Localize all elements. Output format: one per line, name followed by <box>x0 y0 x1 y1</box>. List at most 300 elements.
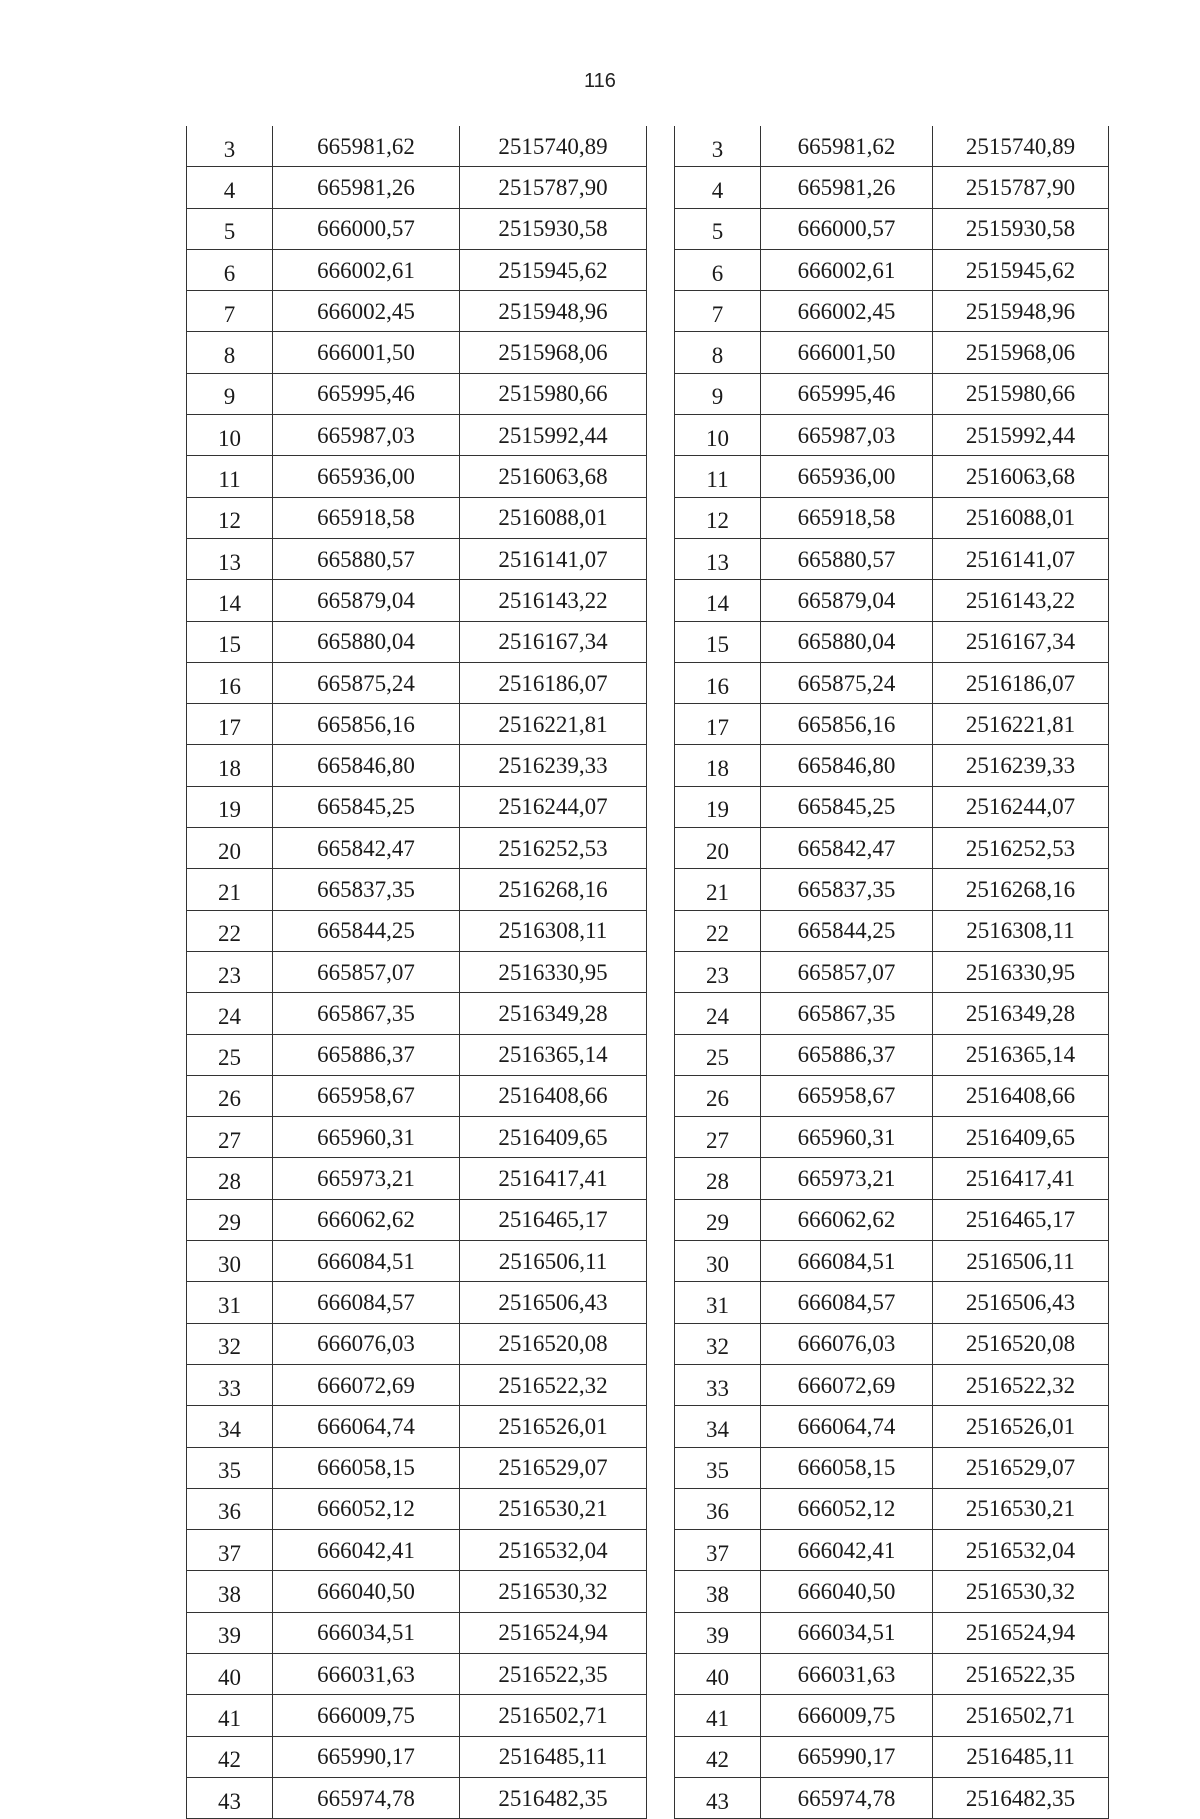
page-number: 116 <box>584 70 616 92</box>
x-coordinate-cell: 665918,58 <box>273 497 460 538</box>
point-number-cell: 9 <box>187 373 273 414</box>
x-coordinate-cell: 666034,51 <box>761 1612 933 1653</box>
point-number-cell: 20 <box>187 828 273 869</box>
table-row <box>675 1571 1109 1612</box>
table-row <box>675 1488 1109 1529</box>
x-coordinate-cell: 665842,47 <box>273 828 460 869</box>
x-coordinate-cell: 665844,25 <box>761 910 933 951</box>
x-coordinate-cell: 666001,50 <box>761 332 933 373</box>
x-coordinate-cell: 666009,75 <box>273 1695 460 1736</box>
x-coordinate-cell: 665857,07 <box>761 951 933 992</box>
table-row <box>187 126 647 167</box>
y-coordinate-cell: 2516529,07 <box>460 1447 647 1488</box>
x-coordinate-cell: 665880,57 <box>273 538 460 579</box>
table-row <box>187 1571 647 1612</box>
point-number-cell: 35 <box>187 1447 273 1488</box>
table-row <box>675 1406 1109 1447</box>
point-number-cell: 13 <box>187 538 273 579</box>
x-coordinate-cell: 666058,15 <box>273 1447 460 1488</box>
table-row <box>675 249 1109 290</box>
y-coordinate-cell: 2515740,89 <box>460 126 647 167</box>
table-row <box>187 1777 647 1818</box>
point-number-cell: 3 <box>675 126 761 167</box>
point-number-cell: 32 <box>675 1323 761 1364</box>
table-row <box>187 1364 647 1405</box>
x-coordinate-cell: 665987,03 <box>761 415 933 456</box>
y-coordinate-cell: 2516186,07 <box>933 662 1109 703</box>
y-coordinate-cell: 2516465,17 <box>933 1199 1109 1240</box>
point-number-cell: 41 <box>675 1695 761 1736</box>
point-number-cell: 18 <box>675 745 761 786</box>
y-coordinate-cell: 2516088,01 <box>933 497 1109 538</box>
table-row <box>675 993 1109 1034</box>
x-coordinate-cell: 665987,03 <box>273 415 460 456</box>
x-coordinate-cell: 666064,74 <box>273 1406 460 1447</box>
table-row <box>675 1158 1109 1199</box>
point-number-cell: 31 <box>187 1282 273 1323</box>
y-coordinate-cell: 2516502,71 <box>460 1695 647 1736</box>
y-coordinate-cell: 2515930,58 <box>460 208 647 249</box>
y-coordinate-cell: 2515980,66 <box>933 373 1109 414</box>
table-row <box>187 538 647 579</box>
x-coordinate-cell: 666001,50 <box>273 332 460 373</box>
point-number-cell: 24 <box>675 993 761 1034</box>
x-coordinate-cell: 665837,35 <box>273 869 460 910</box>
y-coordinate-cell: 2516308,11 <box>460 910 647 951</box>
y-coordinate-cell: 2516526,01 <box>460 1406 647 1447</box>
x-coordinate-cell: 665845,25 <box>273 786 460 827</box>
point-number-cell: 31 <box>675 1282 761 1323</box>
table-row <box>675 497 1109 538</box>
table-row <box>187 1034 647 1075</box>
table-row <box>187 910 647 951</box>
point-number-cell: 11 <box>187 456 273 497</box>
x-coordinate-cell: 666031,63 <box>273 1653 460 1694</box>
y-coordinate-cell: 2515980,66 <box>460 373 647 414</box>
y-coordinate-cell: 2516502,71 <box>933 1695 1109 1736</box>
y-coordinate-cell: 2516408,66 <box>933 1075 1109 1116</box>
x-coordinate-cell: 666084,57 <box>273 1282 460 1323</box>
table-row <box>187 332 647 373</box>
point-number-cell: 43 <box>675 1777 761 1818</box>
table-row <box>187 1199 647 1240</box>
point-number-cell: 38 <box>187 1571 273 1612</box>
table-row <box>675 580 1109 621</box>
point-number-cell: 19 <box>675 786 761 827</box>
table-row <box>675 704 1109 745</box>
y-coordinate-cell: 2516063,68 <box>460 456 647 497</box>
point-number-cell: 36 <box>675 1488 761 1529</box>
table-row <box>675 1530 1109 1571</box>
x-coordinate-cell: 665981,26 <box>761 167 933 208</box>
table-row <box>675 662 1109 703</box>
x-coordinate-cell: 665958,67 <box>761 1075 933 1116</box>
table-row <box>675 126 1109 167</box>
point-number-cell: 25 <box>187 1034 273 1075</box>
point-number-cell: 42 <box>675 1736 761 1777</box>
point-number-cell: 33 <box>187 1364 273 1405</box>
y-coordinate-cell: 2516244,07 <box>933 786 1109 827</box>
point-number-cell: 10 <box>675 415 761 456</box>
table-row <box>675 1323 1109 1364</box>
table-row <box>675 1736 1109 1777</box>
table-row <box>187 291 647 332</box>
point-number-cell: 15 <box>187 621 273 662</box>
table-row <box>675 1695 1109 1736</box>
table-row <box>187 1530 647 1571</box>
x-coordinate-cell: 665918,58 <box>761 497 933 538</box>
table-row <box>675 1241 1109 1282</box>
table-row <box>675 1653 1109 1694</box>
table-row <box>675 1282 1109 1323</box>
x-coordinate-cell: 665880,57 <box>761 538 933 579</box>
point-number-cell: 18 <box>187 745 273 786</box>
x-coordinate-cell: 666058,15 <box>761 1447 933 1488</box>
point-number-cell: 8 <box>675 332 761 373</box>
x-coordinate-cell: 666062,62 <box>273 1199 460 1240</box>
y-coordinate-cell: 2516063,68 <box>933 456 1109 497</box>
point-number-cell: 5 <box>675 208 761 249</box>
x-coordinate-cell: 666084,51 <box>761 1241 933 1282</box>
x-coordinate-cell: 665886,37 <box>273 1034 460 1075</box>
y-coordinate-cell: 2516349,28 <box>933 993 1109 1034</box>
y-coordinate-cell: 2516365,14 <box>933 1034 1109 1075</box>
table-row <box>675 1117 1109 1158</box>
x-coordinate-cell: 665936,00 <box>273 456 460 497</box>
table-row <box>675 456 1109 497</box>
table-row <box>187 1612 647 1653</box>
table-row <box>675 828 1109 869</box>
y-coordinate-cell: 2516506,11 <box>933 1241 1109 1282</box>
point-number-cell: 28 <box>187 1158 273 1199</box>
x-coordinate-cell: 665857,07 <box>273 951 460 992</box>
y-coordinate-cell: 2516465,17 <box>460 1199 647 1240</box>
y-coordinate-cell: 2516365,14 <box>460 1034 647 1075</box>
y-coordinate-cell: 2516141,07 <box>460 538 647 579</box>
y-coordinate-cell: 2516522,32 <box>933 1364 1109 1405</box>
table-row <box>187 662 647 703</box>
table-row <box>187 1075 647 1116</box>
table-row <box>187 1653 647 1694</box>
point-number-cell: 39 <box>187 1612 273 1653</box>
table-row <box>675 745 1109 786</box>
coordinates-table-right <box>674 126 1109 1819</box>
table-row <box>187 415 647 456</box>
x-coordinate-cell: 666064,74 <box>761 1406 933 1447</box>
y-coordinate-cell: 2516167,34 <box>933 621 1109 662</box>
point-number-cell: 15 <box>675 621 761 662</box>
x-coordinate-cell: 665846,80 <box>761 745 933 786</box>
y-coordinate-cell: 2516506,43 <box>933 1282 1109 1323</box>
point-number-cell: 27 <box>187 1117 273 1158</box>
y-coordinate-cell: 2516221,81 <box>933 704 1109 745</box>
point-number-cell: 17 <box>675 704 761 745</box>
x-coordinate-cell: 666000,57 <box>761 208 933 249</box>
x-coordinate-cell: 666072,69 <box>761 1364 933 1405</box>
y-coordinate-cell: 2516239,33 <box>933 745 1109 786</box>
y-coordinate-cell: 2515787,90 <box>460 167 647 208</box>
y-coordinate-cell: 2516268,16 <box>460 869 647 910</box>
point-number-cell: 35 <box>675 1447 761 1488</box>
table-row <box>675 538 1109 579</box>
y-coordinate-cell: 2516532,04 <box>460 1530 647 1571</box>
y-coordinate-cell: 2516526,01 <box>933 1406 1109 1447</box>
y-coordinate-cell: 2516485,11 <box>460 1736 647 1777</box>
y-coordinate-cell: 2516482,35 <box>933 1777 1109 1818</box>
x-coordinate-cell: 666042,41 <box>761 1530 933 1571</box>
table-row <box>187 621 647 662</box>
y-coordinate-cell: 2515992,44 <box>460 415 647 456</box>
y-coordinate-cell: 2516143,22 <box>933 580 1109 621</box>
point-number-cell: 8 <box>187 332 273 373</box>
y-coordinate-cell: 2516088,01 <box>460 497 647 538</box>
y-coordinate-cell: 2516522,35 <box>933 1653 1109 1694</box>
point-number-cell: 43 <box>187 1777 273 1818</box>
table-row <box>675 291 1109 332</box>
x-coordinate-cell: 665880,04 <box>273 621 460 662</box>
y-coordinate-cell: 2516409,65 <box>933 1117 1109 1158</box>
table-row <box>187 580 647 621</box>
x-coordinate-cell: 665875,24 <box>273 662 460 703</box>
table-row <box>675 1199 1109 1240</box>
y-coordinate-cell: 2516221,81 <box>460 704 647 745</box>
x-coordinate-cell: 666052,12 <box>273 1488 460 1529</box>
x-coordinate-cell: 665973,21 <box>273 1158 460 1199</box>
coordinates-table-left <box>186 126 647 1819</box>
point-number-cell: 42 <box>187 1736 273 1777</box>
point-number-cell: 12 <box>675 497 761 538</box>
x-coordinate-cell: 666002,61 <box>761 249 933 290</box>
x-coordinate-cell: 665856,16 <box>761 704 933 745</box>
x-coordinate-cell: 666034,51 <box>273 1612 460 1653</box>
x-coordinate-cell: 666002,45 <box>273 291 460 332</box>
table-row <box>187 167 647 208</box>
x-coordinate-cell: 665960,31 <box>273 1117 460 1158</box>
point-number-cell: 24 <box>187 993 273 1034</box>
point-number-cell: 3 <box>187 126 273 167</box>
x-coordinate-cell: 666084,51 <box>273 1241 460 1282</box>
x-coordinate-cell: 665837,35 <box>761 869 933 910</box>
y-coordinate-cell: 2516506,11 <box>460 1241 647 1282</box>
x-coordinate-cell: 666052,12 <box>761 1488 933 1529</box>
point-number-cell: 38 <box>675 1571 761 1612</box>
table-row <box>187 373 647 414</box>
point-number-cell: 4 <box>187 167 273 208</box>
table-row <box>675 910 1109 951</box>
y-coordinate-cell: 2515992,44 <box>933 415 1109 456</box>
point-number-cell: 19 <box>187 786 273 827</box>
table-row <box>675 415 1109 456</box>
point-number-cell: 29 <box>675 1199 761 1240</box>
point-number-cell: 34 <box>187 1406 273 1447</box>
y-coordinate-cell: 2516485,11 <box>933 1736 1109 1777</box>
x-coordinate-cell: 666040,50 <box>273 1571 460 1612</box>
point-number-cell: 27 <box>675 1117 761 1158</box>
table-row <box>675 786 1109 827</box>
x-coordinate-cell: 665958,67 <box>273 1075 460 1116</box>
point-number-cell: 9 <box>675 373 761 414</box>
y-coordinate-cell: 2516349,28 <box>460 993 647 1034</box>
x-coordinate-cell: 665936,00 <box>761 456 933 497</box>
x-coordinate-cell: 665879,04 <box>273 580 460 621</box>
x-coordinate-cell: 666002,61 <box>273 249 460 290</box>
point-number-cell: 23 <box>675 951 761 992</box>
table-row <box>675 373 1109 414</box>
y-coordinate-cell: 2516408,66 <box>460 1075 647 1116</box>
x-coordinate-cell: 666042,41 <box>273 1530 460 1571</box>
y-coordinate-cell: 2516530,21 <box>460 1488 647 1529</box>
y-coordinate-cell: 2516186,07 <box>460 662 647 703</box>
table-row <box>187 208 647 249</box>
table-row <box>187 869 647 910</box>
x-coordinate-cell: 666076,03 <box>761 1323 933 1364</box>
table-row <box>675 869 1109 910</box>
table-row <box>187 1323 647 1364</box>
x-coordinate-cell: 666062,62 <box>761 1199 933 1240</box>
x-coordinate-cell: 665879,04 <box>761 580 933 621</box>
y-coordinate-cell: 2516532,04 <box>933 1530 1109 1571</box>
y-coordinate-cell: 2515948,96 <box>460 291 647 332</box>
y-coordinate-cell: 2516308,11 <box>933 910 1109 951</box>
y-coordinate-cell: 2516520,08 <box>933 1323 1109 1364</box>
table-row <box>187 745 647 786</box>
x-coordinate-cell: 665856,16 <box>273 704 460 745</box>
point-number-cell: 6 <box>675 249 761 290</box>
x-coordinate-cell: 665995,46 <box>761 373 933 414</box>
point-number-cell: 25 <box>675 1034 761 1075</box>
point-number-cell: 22 <box>187 910 273 951</box>
table-row <box>187 951 647 992</box>
x-coordinate-cell: 665875,24 <box>761 662 933 703</box>
table-row <box>187 249 647 290</box>
y-coordinate-cell: 2515945,62 <box>933 249 1109 290</box>
y-coordinate-cell: 2516524,94 <box>933 1612 1109 1653</box>
point-number-cell: 14 <box>675 580 761 621</box>
point-number-cell: 26 <box>675 1075 761 1116</box>
point-number-cell: 32 <box>187 1323 273 1364</box>
point-number-cell: 21 <box>675 869 761 910</box>
x-coordinate-cell: 665981,62 <box>761 126 933 167</box>
table-row <box>675 167 1109 208</box>
point-number-cell: 7 <box>187 291 273 332</box>
y-coordinate-cell: 2515948,96 <box>933 291 1109 332</box>
point-number-cell: 5 <box>187 208 273 249</box>
table-row <box>675 1075 1109 1116</box>
y-coordinate-cell: 2516530,32 <box>933 1571 1109 1612</box>
table-row <box>187 456 647 497</box>
point-number-cell: 6 <box>187 249 273 290</box>
y-coordinate-cell: 2515787,90 <box>933 167 1109 208</box>
x-coordinate-cell: 665974,78 <box>761 1777 933 1818</box>
point-number-cell: 13 <box>675 538 761 579</box>
x-coordinate-cell: 665990,17 <box>761 1736 933 1777</box>
point-number-cell: 36 <box>187 1488 273 1529</box>
table-row <box>187 497 647 538</box>
y-coordinate-cell: 2516244,07 <box>460 786 647 827</box>
table-row <box>675 1034 1109 1075</box>
point-number-cell: 10 <box>187 415 273 456</box>
table-row <box>675 1364 1109 1405</box>
y-coordinate-cell: 2516524,94 <box>460 1612 647 1653</box>
table-row <box>675 208 1109 249</box>
x-coordinate-cell: 665974,78 <box>273 1777 460 1818</box>
point-number-cell: 37 <box>187 1530 273 1571</box>
point-number-cell: 23 <box>187 951 273 992</box>
y-coordinate-cell: 2515740,89 <box>933 126 1109 167</box>
table-row <box>675 951 1109 992</box>
table-row <box>187 1117 647 1158</box>
point-number-cell: 28 <box>675 1158 761 1199</box>
table-row <box>187 1282 647 1323</box>
x-coordinate-cell: 666009,75 <box>761 1695 933 1736</box>
y-coordinate-cell: 2516506,43 <box>460 1282 647 1323</box>
point-number-cell: 26 <box>187 1075 273 1116</box>
point-number-cell: 22 <box>675 910 761 951</box>
y-coordinate-cell: 2516522,32 <box>460 1364 647 1405</box>
point-number-cell: 40 <box>675 1653 761 1694</box>
x-coordinate-cell: 665846,80 <box>273 745 460 786</box>
point-number-cell: 34 <box>675 1406 761 1447</box>
x-coordinate-cell: 665867,35 <box>273 993 460 1034</box>
table-row <box>187 1736 647 1777</box>
x-coordinate-cell: 665886,37 <box>761 1034 933 1075</box>
y-coordinate-cell: 2516141,07 <box>933 538 1109 579</box>
x-coordinate-cell: 666084,57 <box>761 1282 933 1323</box>
x-coordinate-cell: 665981,62 <box>273 126 460 167</box>
x-coordinate-cell: 665842,47 <box>761 828 933 869</box>
y-coordinate-cell: 2516239,33 <box>460 745 647 786</box>
y-coordinate-cell: 2516522,35 <box>460 1653 647 1694</box>
point-number-cell: 29 <box>187 1199 273 1240</box>
x-coordinate-cell: 665867,35 <box>761 993 933 1034</box>
y-coordinate-cell: 2516330,95 <box>460 951 647 992</box>
point-number-cell: 12 <box>187 497 273 538</box>
table-row <box>187 1695 647 1736</box>
y-coordinate-cell: 2516252,53 <box>460 828 647 869</box>
point-number-cell: 40 <box>187 1653 273 1694</box>
x-coordinate-cell: 665845,25 <box>761 786 933 827</box>
x-coordinate-cell: 665973,21 <box>761 1158 933 1199</box>
table-row <box>187 828 647 869</box>
y-coordinate-cell: 2516417,41 <box>460 1158 647 1199</box>
point-number-cell: 41 <box>187 1695 273 1736</box>
x-coordinate-cell: 665995,46 <box>273 373 460 414</box>
y-coordinate-cell: 2516143,22 <box>460 580 647 621</box>
point-number-cell: 17 <box>187 704 273 745</box>
point-number-cell: 33 <box>675 1364 761 1405</box>
x-coordinate-cell: 666072,69 <box>273 1364 460 1405</box>
point-number-cell: 14 <box>187 580 273 621</box>
x-coordinate-cell: 665960,31 <box>761 1117 933 1158</box>
point-number-cell: 39 <box>675 1612 761 1653</box>
y-coordinate-cell: 2516530,21 <box>933 1488 1109 1529</box>
point-number-cell: 21 <box>187 869 273 910</box>
point-number-cell: 16 <box>187 662 273 703</box>
table-row <box>675 1447 1109 1488</box>
y-coordinate-cell: 2516330,95 <box>933 951 1109 992</box>
x-coordinate-cell: 666000,57 <box>273 208 460 249</box>
table-row <box>187 786 647 827</box>
y-coordinate-cell: 2515945,62 <box>460 249 647 290</box>
y-coordinate-cell: 2515930,58 <box>933 208 1109 249</box>
table-row <box>187 1241 647 1282</box>
point-number-cell: 30 <box>675 1241 761 1282</box>
table-row <box>675 621 1109 662</box>
y-coordinate-cell: 2516530,32 <box>460 1571 647 1612</box>
table-row <box>187 1406 647 1447</box>
y-coordinate-cell: 2515968,06 <box>933 332 1109 373</box>
table-row <box>187 1488 647 1529</box>
